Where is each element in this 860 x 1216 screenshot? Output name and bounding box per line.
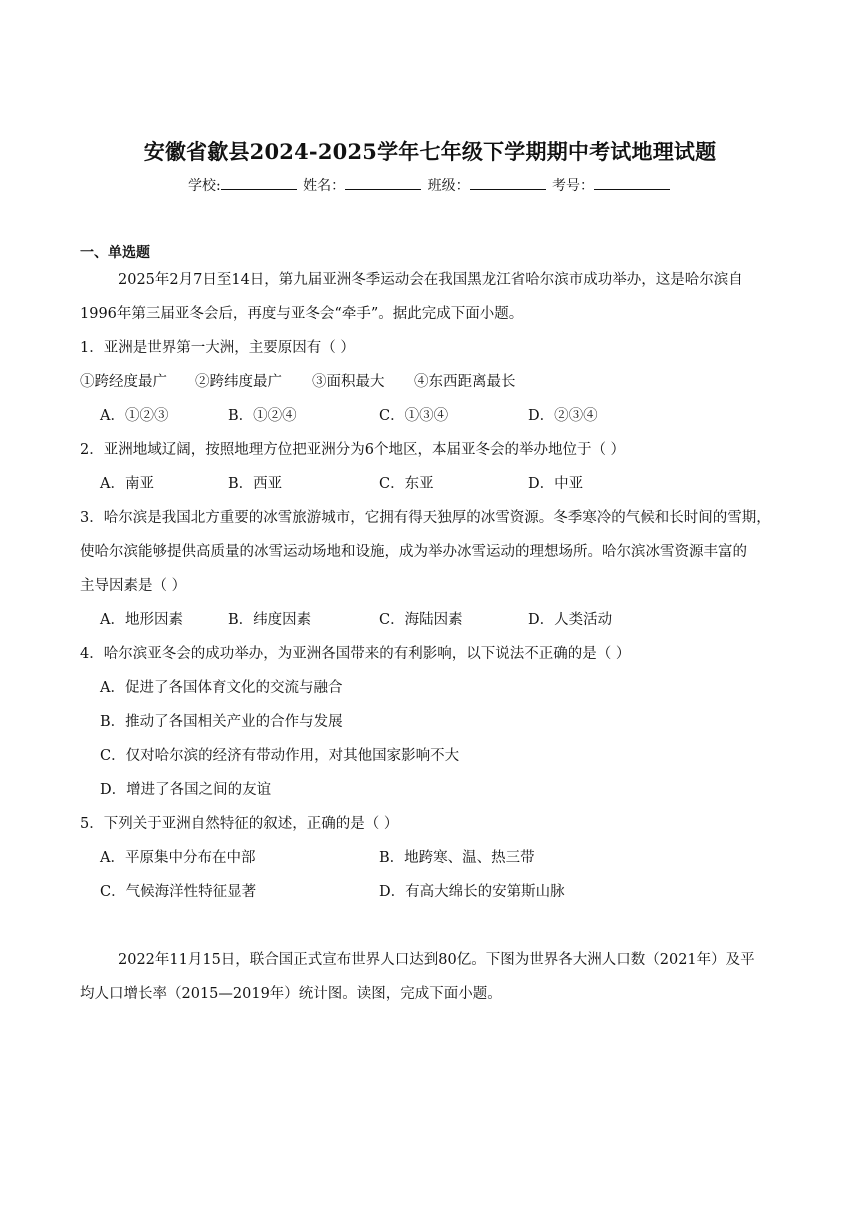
question-5-option-c[interactable]: C．气候海洋性特征显著 [100, 884, 257, 900]
question-4-stem: 4．哈尔滨亚冬会的成功举办，为亚洲各国带来的有利影响，以下说法不正确的是（ ） [80, 646, 631, 662]
question-3-stem-line-2: 使哈尔滨能够提供高质量的冰雪运动场地和设施，成为举办冰雪运动的理想场所。哈尔滨冰雪资源丰富的 [80, 544, 747, 560]
school-label: 学校: [187, 178, 221, 194]
question-1-item-2: ②跨纬度最广 [195, 374, 282, 390]
question-2-option-b[interactable]: B．西亚 [228, 476, 283, 492]
page-title: 安徽省歙县2024-2025学年七年级下学期期中考试地理试题 [143, 139, 717, 164]
question-2-stem: 2．亚洲地域辽阔，按照地理方位把亚洲分为6个地区，本届亚冬会的举办地位于（ ） [80, 442, 626, 458]
question-1-item-1: ①跨经度最广 [80, 374, 167, 390]
question-2-option-a[interactable]: A．南亚 [100, 476, 154, 492]
exam-number-blank[interactable] [594, 177, 670, 190]
question-4-option-c[interactable]: C．仅对哈尔滨的经济有带动作用，对其他国家影响不大 [100, 748, 460, 764]
question-3-option-a[interactable]: A．地形因素 [100, 612, 183, 628]
student-info-line [0, 175, 860, 195]
question-1-option-a[interactable]: A．①②③ [100, 408, 169, 424]
question-3-option-b[interactable]: B．纬度因素 [228, 612, 312, 628]
intro-paragraph-1-line-2: 1996年第三届亚冬会后，再度与亚冬会“牵手”。据此完成下面小题。 [80, 306, 524, 322]
question-1-option-c[interactable]: C．①③④ [379, 408, 449, 424]
exam-number-label: 考号： [552, 178, 595, 194]
intro-paragraph-2-line-2: 均人口增长率（2015—2019年）统计图。读图，完成下面小题。 [80, 986, 502, 1002]
question-1-item-3: ③面积最大 [312, 374, 385, 390]
name-blank[interactable] [345, 177, 421, 190]
class-label: 班级： [427, 178, 470, 194]
question-3-stem-line-1: 3．哈尔滨是我国北方重要的冰雪旅游城市，它拥有得天独厚的冰雪资源。冬季寒冷的气候和长时间的雪期， [80, 510, 771, 526]
question-5-stem: 5．下列关于亚洲自然特征的叙述，正确的是（ ） [80, 816, 399, 832]
question-3-option-d[interactable]: D．人类活动 [528, 612, 613, 628]
question-5-option-d[interactable]: D．有高大绵长的安第斯山脉 [379, 884, 565, 900]
question-1-item-4: ④东西距离最长 [414, 374, 516, 390]
question-4-option-b[interactable]: B．推动了各国相关产业的合作与发展 [100, 714, 343, 730]
question-1-stem: 1．亚洲是世界第一大洲，主要原因有（ ） [80, 340, 355, 356]
question-3-option-c[interactable]: C．海陆因素 [379, 612, 463, 628]
question-4-option-d[interactable]: D．增进了各国之间的友谊 [100, 782, 272, 798]
intro-paragraph-2-line-1: 2022年11月15日，联合国正式宣布世界人口达到80亿。下图为世界各大洲人口数（2021年）及平 [118, 952, 755, 968]
question-1-option-d[interactable]: D．②③④ [528, 408, 598, 424]
question-5-option-b[interactable]: B．地跨寒、温、热三带 [379, 850, 535, 866]
question-1-option-b[interactable]: B．①②④ [228, 408, 297, 424]
name-label: 姓名： [303, 178, 346, 194]
question-5-option-a[interactable]: A．平原集中分布在中部 [100, 850, 256, 866]
section-heading: 一、单选题 [80, 245, 150, 261]
question-2-option-c[interactable]: C．东亚 [379, 476, 434, 492]
intro-paragraph-1-line-1: 2025年2月7日至14日，第九届亚洲冬季运动会在我国黑龙江省哈尔滨市成功举办，这是哈尔滨自 [118, 272, 743, 288]
question-2-option-d[interactable]: D．中亚 [528, 476, 584, 492]
school-blank[interactable] [221, 177, 297, 190]
question-4-option-a[interactable]: A．促进了各国体育文化的交流与融合 [100, 680, 343, 696]
class-blank[interactable] [470, 177, 546, 190]
question-3-stem-line-3: 主导因素是（ ） [80, 578, 187, 594]
